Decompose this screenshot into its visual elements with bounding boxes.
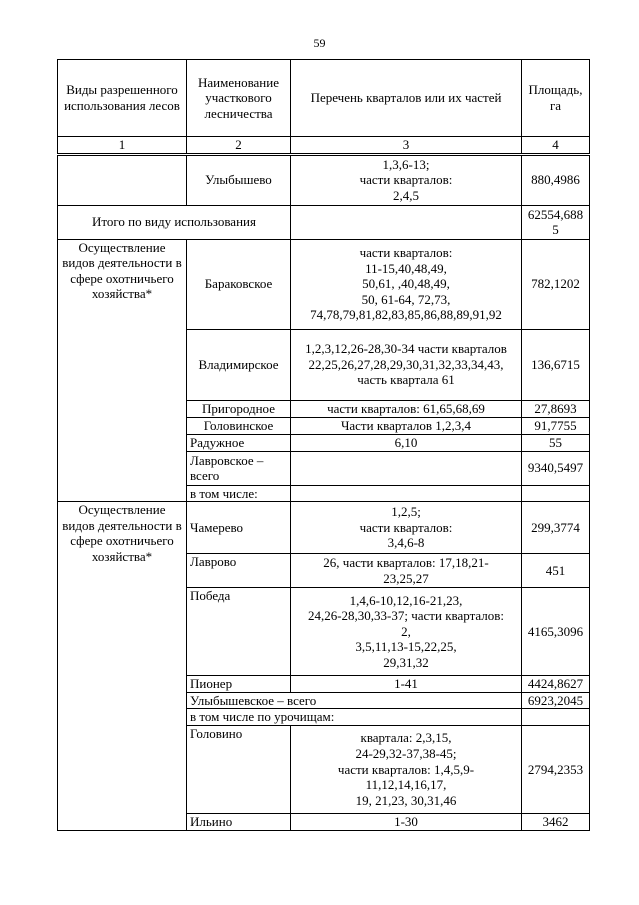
empty-cell (291, 451, 522, 485)
table-row (58, 239, 590, 329)
total-area: 62554,6885 (522, 205, 590, 239)
forestry-name: Головино (187, 725, 291, 813)
forestry-name: Ильино (187, 813, 291, 830)
empty-cell (291, 485, 522, 502)
quarters-cell: части кварталов: 61,65,68,69 (291, 400, 522, 417)
including-tracts-label: в том числе по урочищам: (187, 709, 522, 726)
quarters-cell: 26, части кварталов: 17,18,21- 23,25,27 (291, 554, 522, 588)
table-row (58, 502, 590, 554)
forestry-name: Лавровское – всего (187, 451, 291, 485)
area-cell: 299,3774 (522, 502, 590, 554)
quarters-cell: Части кварталов 1,2,3,4 (291, 417, 522, 434)
area-cell: 4165,3096 (522, 588, 590, 676)
quarters-cell: 1,2,5; части кварталов: 3,4,6-8 (291, 502, 522, 554)
page-number: 59 (313, 36, 326, 50)
forestry-name: Владимирское (187, 329, 291, 400)
quarters-cell: 6,10 (291, 434, 522, 451)
col-number: 4 (522, 137, 590, 155)
empty-cell (522, 485, 590, 502)
forestry-name: Лаврово (187, 554, 291, 588)
total-row (58, 205, 590, 239)
area-cell: 880,4986 (522, 154, 590, 205)
forestry-name: Пионер (187, 676, 291, 693)
use-type-hunting: Осуществление видов деятельности в сфере охотничьего хозяйства* (58, 239, 187, 502)
forest-use-table (57, 59, 590, 831)
forestry-name: Бараковское (187, 239, 291, 329)
forestry-total-label: Улыбышевское – всего (187, 692, 522, 709)
quarters-cell: 1,3,6-13; части кварталов: 2,4,5 (291, 154, 522, 205)
forestry-name: Победа (187, 588, 291, 676)
forestry-name: Головинское (187, 417, 291, 434)
header-use-types: Виды разрешенного использования лесов (58, 60, 187, 137)
col-number: 2 (187, 137, 291, 155)
forestry-name: Чамерево (187, 502, 291, 554)
area-cell: 3462 (522, 813, 590, 830)
area-cell: 451 (522, 554, 590, 588)
quarters-cell: части кварталов: 11-15,40,48,49, 50,61, ,40,48,49, 50, 61-64, 72,73, 74,78,79,81,82,83,85,86,88,89,91,92 (291, 239, 522, 329)
forestry-name: Улыбышево (187, 154, 291, 205)
area-cell: 6923,2045 (522, 692, 590, 709)
empty-cell (522, 709, 590, 726)
area-cell: 27,8693 (522, 400, 590, 417)
col-number: 3 (291, 137, 522, 155)
quarters-cell: квартала: 2,3,15, 24-29,32-37,38-45; части кварталов: 1,4,5,9- 11,12,14,16,17, 19, 21,23, 30,31,46 (291, 725, 522, 813)
table-row (58, 154, 590, 205)
quarters-cell: 1,4,6-10,12,16-21,23, 24,26-28,30,33-37; части кварталов: 2, 3,5,11,13-15,22,25, 29,31,32 (291, 588, 522, 676)
quarters-cell: 1-30 (291, 813, 522, 830)
forestry-name: Радужное (187, 434, 291, 451)
use-type-hunting: Осуществление видов деятельности в сфере охотничьего хозяйства* (58, 502, 187, 830)
including-label: в том числе: (187, 485, 291, 502)
area-cell: 4424,8627 (522, 676, 590, 693)
empty-cell (291, 205, 522, 239)
header-row (58, 60, 590, 137)
column-number-row (58, 137, 590, 155)
total-label: Итого по виду использования (58, 205, 291, 239)
empty-cell (58, 154, 187, 205)
header-area: Площадь, га (522, 60, 590, 137)
col-number: 1 (58, 137, 187, 155)
area-cell: 136,6715 (522, 329, 590, 400)
header-forestry-name: Наименование участкового лесничества (187, 60, 291, 137)
area-cell: 2794,2353 (522, 725, 590, 813)
area-cell: 782,1202 (522, 239, 590, 329)
header-quarters-list: Перечень кварталов или их частей (291, 60, 522, 137)
forestry-name: Пригородное (187, 400, 291, 417)
area-cell: 9340,5497 (522, 451, 590, 485)
quarters-cell: 1,2,3,12,26-28,30-34 части кварталов 22,25,26,27,28,29,30,31,32,33,34,43, часть квартала 61 (291, 329, 522, 400)
area-cell: 91,7755 (522, 417, 590, 434)
quarters-cell: 1-41 (291, 676, 522, 693)
area-cell: 55 (522, 434, 590, 451)
